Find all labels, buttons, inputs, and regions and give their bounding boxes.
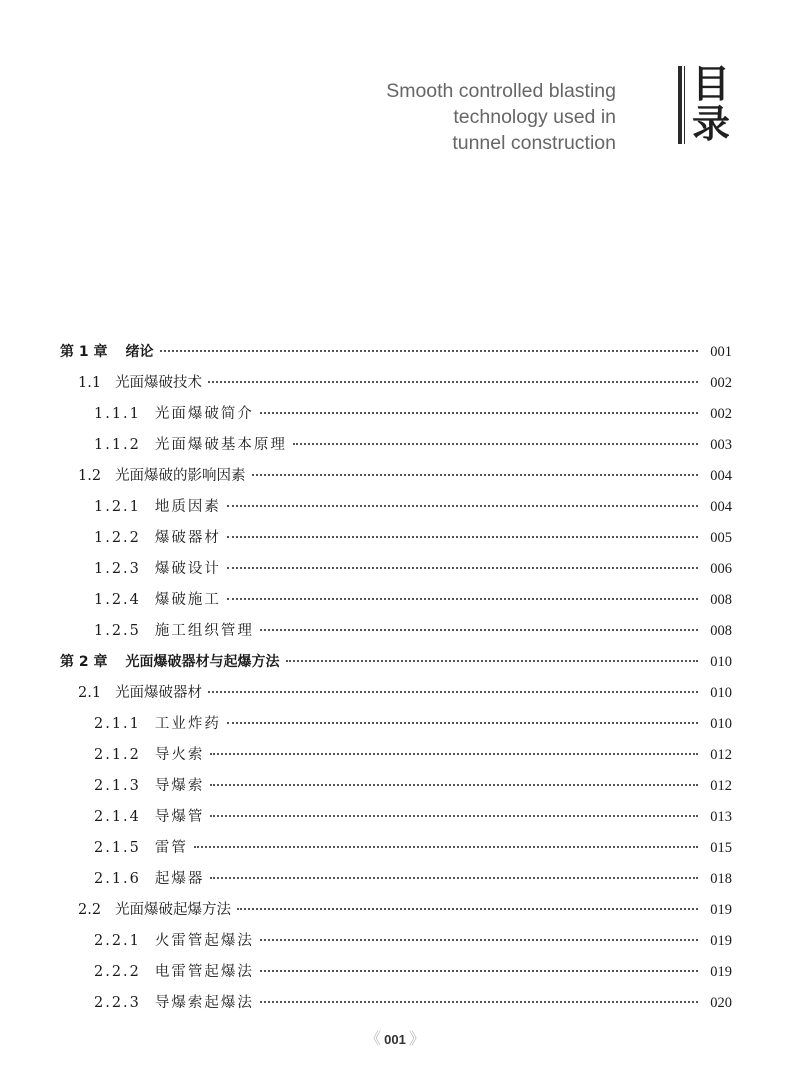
toc-subsection-entry[interactable] xyxy=(60,802,732,833)
toc-section-entry[interactable] xyxy=(60,678,732,709)
toc-entry-title: 光面爆破基本原理 xyxy=(154,437,287,453)
toc-entry-title: 导火索 xyxy=(154,747,205,763)
toc-entry-page: 012 xyxy=(710,747,732,763)
toc-dot-leader xyxy=(260,411,698,414)
toc-entry-page: 019 xyxy=(710,902,732,918)
toc-entry-number: 2.2.3 xyxy=(94,995,141,1011)
toc-entry-page: 002 xyxy=(710,375,732,391)
toc-subsection-entry[interactable] xyxy=(60,523,732,554)
chinese-title xyxy=(692,64,752,144)
toc-dot-leader xyxy=(260,938,698,941)
toc-dot-leader xyxy=(194,845,698,848)
toc-dot-leader xyxy=(227,597,698,600)
toc-entry-title: 地质因素 xyxy=(154,499,221,515)
toc-entry-number: 1.1.2 xyxy=(94,437,141,453)
toc-entry-page: 019 xyxy=(710,933,732,949)
toc-entry-page: 003 xyxy=(710,437,732,453)
toc-dot-leader xyxy=(210,783,698,786)
toc-entry-title: 光面爆破简介 xyxy=(154,406,254,422)
toc-entry-number: 第 2 章 xyxy=(60,654,108,670)
toc-entry-title: 施工组织管理 xyxy=(154,623,254,639)
toc-dot-leader xyxy=(210,814,698,817)
english-title-line: technology used in xyxy=(453,106,616,128)
toc-entry-page: 018 xyxy=(710,871,732,887)
toc-entry-number: 2.1.2 xyxy=(94,747,141,763)
page-footer xyxy=(0,1026,790,1049)
toc-chapter-entry[interactable] xyxy=(60,647,732,678)
toc-entry-page: 012 xyxy=(710,778,732,794)
toc-entry-page: 010 xyxy=(710,654,732,670)
toc-entry-number: 2.1.3 xyxy=(94,778,141,794)
toc-subsection-entry[interactable] xyxy=(60,616,732,647)
toc-entry-title: 爆破器材 xyxy=(154,530,221,546)
toc-entry-title: 电雷管起爆法 xyxy=(154,964,254,980)
toc-entry-number: 2.1.5 xyxy=(94,840,141,856)
toc-subsection-entry[interactable] xyxy=(60,399,732,430)
english-title-line: Smooth controlled blasting xyxy=(386,80,616,102)
toc-subsection-entry[interactable] xyxy=(60,709,732,740)
toc-dot-leader xyxy=(252,473,698,476)
toc-dot-leader xyxy=(210,752,698,755)
toc-subsection-entry[interactable] xyxy=(60,554,732,585)
toc-entry-page: 008 xyxy=(710,623,732,639)
toc-entry-title: 爆破施工 xyxy=(154,592,221,608)
toc-entry-number: 2.2.1 xyxy=(94,933,141,949)
toc-entry-number: 1.1.1 xyxy=(94,406,141,422)
toc-section-entry[interactable] xyxy=(60,461,732,492)
title-divider-thin xyxy=(684,66,685,144)
toc-section-entry[interactable] xyxy=(60,368,732,399)
toc-entry-number: 2.1 xyxy=(78,685,102,701)
toc-entry-number: 1.2.1 xyxy=(94,499,141,515)
left-ornament: 《 xyxy=(365,1031,382,1048)
toc-dot-leader xyxy=(227,566,698,569)
page-number: 001 xyxy=(384,1032,406,1047)
toc-subsection-entry[interactable] xyxy=(60,771,732,802)
toc-entry-title: 工业炸药 xyxy=(154,716,221,732)
toc-dot-leader xyxy=(160,349,699,352)
toc-entry-number: 1.2.4 xyxy=(94,592,141,608)
toc-subsection-entry[interactable] xyxy=(60,430,732,461)
toc-entry-page: 010 xyxy=(710,685,732,701)
toc-entry-page: 004 xyxy=(710,468,732,484)
english-title-line: tunnel construction xyxy=(452,132,616,154)
toc-entry-title: 起爆器 xyxy=(154,871,205,887)
toc-entry-number: 1.2 xyxy=(78,468,102,484)
page-header xyxy=(386,62,740,154)
toc-entry-title: 爆破设计 xyxy=(154,561,221,577)
toc-entry-title: 导爆管 xyxy=(154,809,205,825)
english-title xyxy=(316,78,616,156)
toc-subsection-entry[interactable] xyxy=(60,585,732,616)
toc-entry-number: 2.1.1 xyxy=(94,716,141,732)
toc-entry-page: 006 xyxy=(710,561,732,577)
toc-entry-page: 020 xyxy=(710,995,732,1011)
toc-entry-title: 光面爆破器材与起爆方法 xyxy=(125,654,280,670)
chinese-title-char: 目 xyxy=(692,62,731,106)
toc-entry-number: 第 1 章 xyxy=(60,344,108,360)
toc-chapter-entry[interactable] xyxy=(60,337,732,368)
toc-section-entry[interactable] xyxy=(60,895,732,926)
toc-entry-title: 导爆索起爆法 xyxy=(154,995,254,1011)
toc-entry-page: 005 xyxy=(710,530,732,546)
toc-entry-page: 015 xyxy=(710,840,732,856)
toc-dot-leader xyxy=(208,380,698,383)
toc-dot-leader xyxy=(227,535,698,538)
title-divider-thick xyxy=(678,66,682,144)
toc-entry-page: 002 xyxy=(710,406,732,422)
chinese-title-char: 录 xyxy=(692,102,731,146)
toc-entry-number: 2.2.2 xyxy=(94,964,141,980)
right-ornament: 》 xyxy=(408,1031,425,1048)
toc-entry-title: 光面爆破的影响因素 xyxy=(115,468,246,484)
toc-dot-leader xyxy=(210,876,698,879)
toc-subsection-entry[interactable] xyxy=(60,492,732,523)
toc-entry-title: 绪论 xyxy=(125,344,154,360)
toc-subsection-entry[interactable] xyxy=(60,864,732,895)
toc-entry-page: 019 xyxy=(710,964,732,980)
toc-dot-leader xyxy=(293,442,698,445)
toc-subsection-entry[interactable] xyxy=(60,833,732,864)
toc-entry-title: 导爆索 xyxy=(154,778,205,794)
toc-dot-leader xyxy=(260,628,698,631)
toc-entry-title: 光面爆破起爆方法 xyxy=(115,902,232,918)
toc-entry-page: 001 xyxy=(710,344,732,360)
toc-entry-number: 2.2 xyxy=(78,902,102,918)
toc-subsection-entry[interactable] xyxy=(60,957,732,988)
table-of-contents xyxy=(60,337,732,1019)
toc-entry-number: 1.1 xyxy=(78,375,102,391)
toc-entry-title: 雷管 xyxy=(154,840,188,856)
toc-subsection-entry[interactable] xyxy=(60,926,732,957)
toc-entry-number: 1.2.3 xyxy=(94,561,141,577)
toc-entry-page: 010 xyxy=(710,716,732,732)
toc-dot-leader xyxy=(260,1000,698,1003)
toc-dot-leader xyxy=(260,969,698,972)
toc-entry-title: 光面爆破技术 xyxy=(115,375,203,391)
toc-dot-leader xyxy=(208,690,698,693)
toc-entry-number: 1.2.5 xyxy=(94,623,141,639)
toc-subsection-entry[interactable] xyxy=(60,988,732,1019)
toc-dot-leader xyxy=(237,907,698,910)
toc-subsection-entry[interactable] xyxy=(60,740,732,771)
toc-entry-title: 火雷管起爆法 xyxy=(154,933,254,949)
toc-dot-leader xyxy=(227,504,698,507)
toc-entry-page: 004 xyxy=(710,499,732,515)
toc-entry-number: 2.1.4 xyxy=(94,809,141,825)
toc-entry-number: 2.1.6 xyxy=(94,871,141,887)
toc-dot-leader xyxy=(286,659,699,662)
toc-entry-number: 1.2.2 xyxy=(94,530,141,546)
toc-entry-page: 008 xyxy=(710,592,732,608)
toc-dot-leader xyxy=(227,721,698,724)
toc-entry-page: 013 xyxy=(710,809,732,825)
toc-entry-title: 光面爆破器材 xyxy=(115,685,203,701)
